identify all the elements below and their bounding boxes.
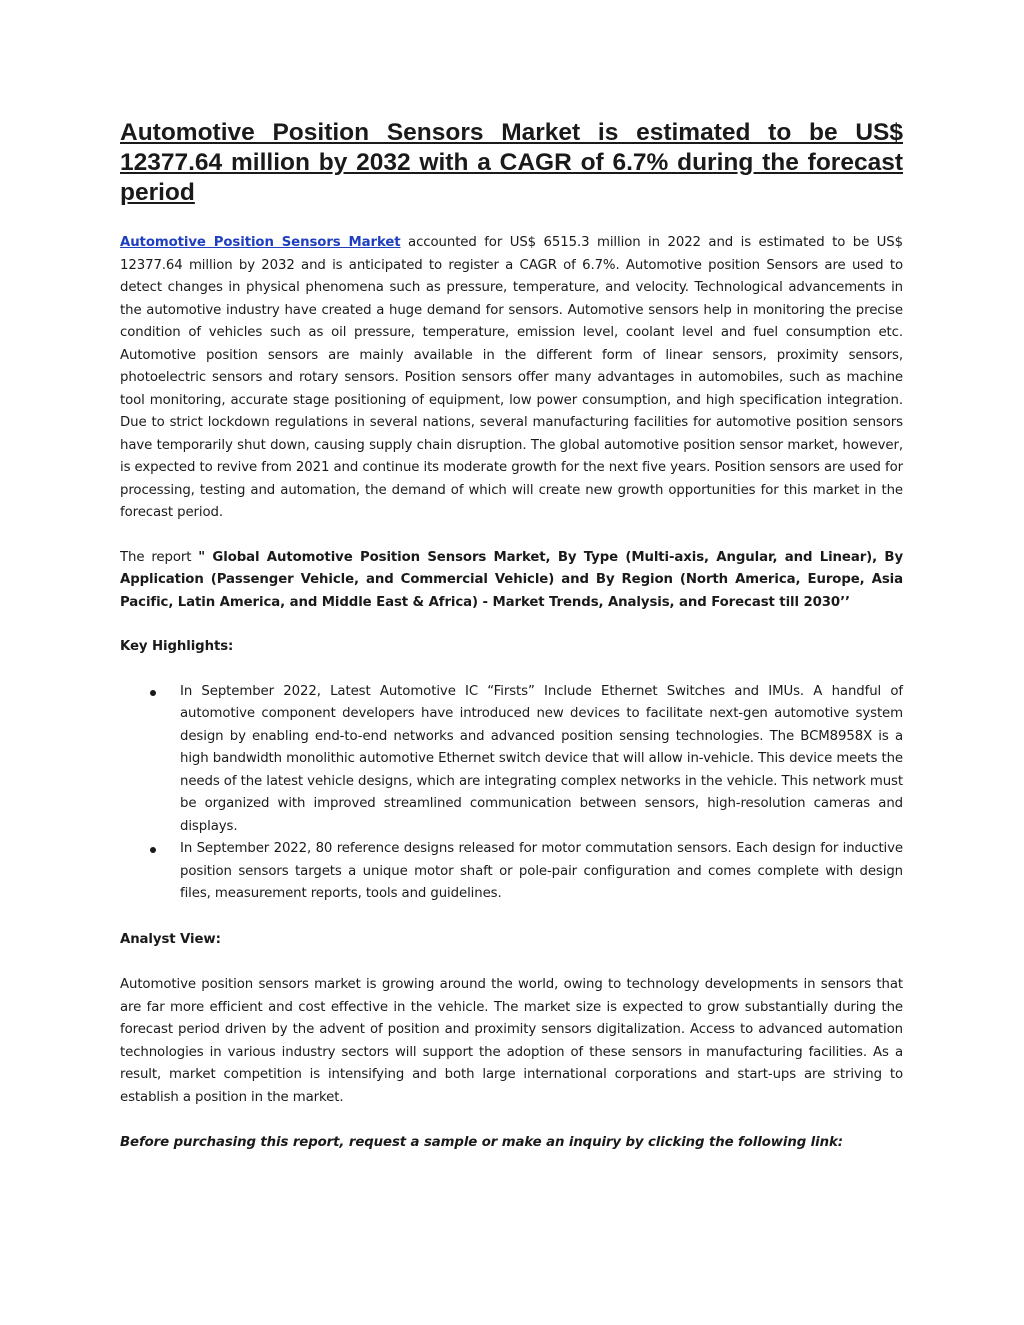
- cta-text: Before purchasing this report, request a sample or make an inquiry by clicking the following link:: [120, 1135, 843, 1150]
- document-title: Automotive Position Sensors Market is estimated to be US$ 12377.64 million by 2032 with a CAGR of 6.7% during the forecast period: [120, 119, 903, 206]
- market-link[interactable]: Automotive Position Sensors Market: [120, 235, 401, 250]
- analyst-view-paragraph: Automotive position sensors market is growing around the world, owing to technology developments in sensors that are far more efficient and cost effective in the vehicle. The market size is expected to grow substantially during the forecast period driven by the advent of position and proximity sensors digitalization. Access to advanced automation technologies in various industry sectors will support the adoption of these sensors in manufacturing facilities. As a result, market competition is intensifying and both large international corporations and start-ups are striving to establish a position in the market.: [120, 977, 903, 1105]
- bullet-icon: [150, 690, 156, 696]
- list-item-text: In September 2022, Latest Automotive IC “Firsts” Include Ethernet Switches and IMUs. A handful of automotive component developers have introduced new devices to facilitate next-gen automotive system design by enabling end-to-end networks and advanced position sensing technologies. The BCM8958X is a high bandwidth monolithic automotive Ethernet switch device that will allow in-vehicle. This device meets the needs of the latest vehicle designs, which are integrating complex networks in the vehicle. This network must be organized with improved streamlined communication between sensors, high-resolution cameras and displays.: [180, 683, 903, 834]
- list-item-text: In September 2022, 80 reference designs released for motor commutation sensors. Each design for inductive position sensors targets a unique motor shaft or pole-pair configuration and comes complete with design files, measurement reports, tools and guidelines.: [180, 841, 903, 901]
- key-highlights-list: [120, 681, 903, 906]
- report-title: " Global Automotive Position Sensors Market, By Type (Multi-axis, Angular, and Linear), By Application (Passenger Vehicle, and Commercial Vehicle) and By Region (North America, Europe, Asia Pacific, Latin America, and Middle East & Africa) - Market Trends, Analysis, and Forecast till 2030’’: [120, 549, 904, 610]
- list-item: [120, 838, 903, 906]
- bullet-icon: [150, 847, 156, 853]
- intro-text: accounted for US$ 6515.3 million in 2022 and is estimated to be US$ 12377.64 million by 2032 and is anticipated to register a CAGR of 6.7%. Automotive position Sensors are used to detect changes in physical phenomena such as pressure, temperature, and velocity. Technological advancements in the automotive industry have created a huge demand for sensors. Automotive sensors help in monitoring the precise condition of vehicles such as oil pressure, temperature, emission level, coolant level and fuel consumption etc. Automotive position sensors are mainly available in the different form of linear sensors, proximity sensors, photoelectric sensors and rotary sensors. Position sensors offer many advantages in automobiles, such as machine tool monitoring, accurate stage positioning of equipment, low power consumption, and high specification integration. Due to strict lockdown regulations in several nations, several manufacturing facilities for automotive position sensors have temporarily shut down, causing supply chain disruption. The global automotive position sensor market, however, is expected to revive from 2021 and continue its moderate growth for the next five years. Position sensors are used for processing, testing and automation, the demand of which will create new growth opportunities for this market in the forecast period.: [120, 235, 903, 520]
- document-page: [120, 118, 903, 1155]
- report-prefix: The report: [120, 549, 199, 565]
- key-highlights-heading: Key Highlights:: [120, 639, 234, 654]
- list-item: [120, 681, 903, 839]
- analyst-view-heading: Analyst View:: [120, 931, 221, 947]
- report-paragraph: [120, 547, 903, 615]
- intro-paragraph: [120, 232, 903, 525]
